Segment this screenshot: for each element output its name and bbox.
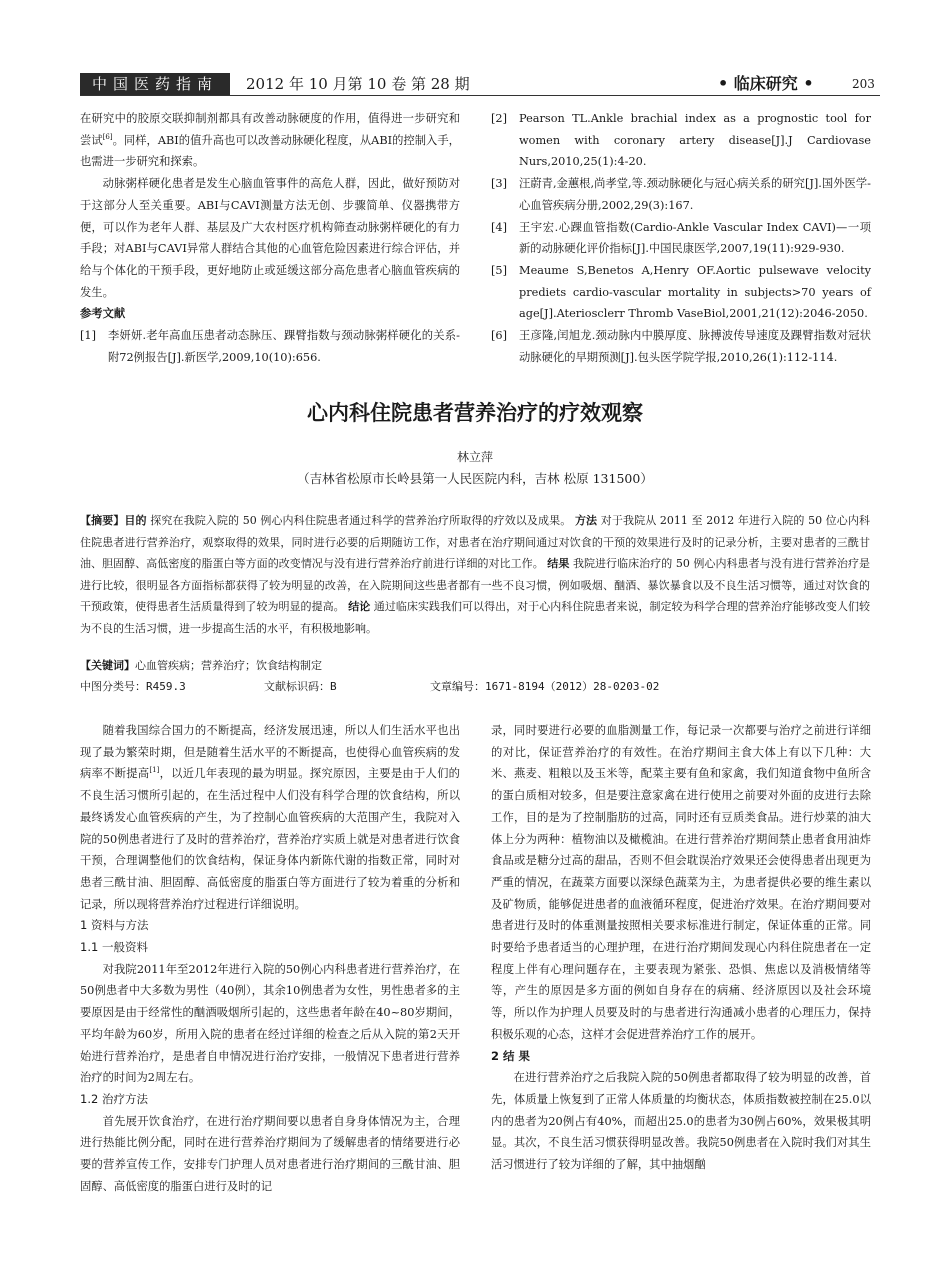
prev-article-left (80, 108, 460, 368)
header-rule (80, 95, 880, 96)
body-right-column (491, 720, 871, 1176)
article-title: 心内科住院患者营养治疗的疗效观察 (307, 401, 643, 425)
prev-article-references (491, 108, 871, 368)
section-heading: 1 资料与方法 (80, 918, 149, 933)
paragraph: 录，同时要进行必要的血脂测量工作，每记录一次都要与治疗之前进行详细的对比，保证营养治疗的有效性。在治疗期间主食大体上有以下几种：大米、燕麦、粗粮以及玉米等，配菜主要有鱼和家禽，我们知道食物中鱼所含的蛋白质相对较多，但是要注意家禽在进行使用之前要对外面的皮进行去除工作，目的是为了控制脂肪的过高，同时还有豆质类食品。进行炒菜的油大体上分为两种：植物油以及橄榄油。在进行营养治疗期间禁止患者食用油炸食品或是糖分过高的甜品，否则不但会耽误治疗效果还会使得患者出现更为严重的情况，在蔬菜方面要以深绿色蔬菜为主，为患者提供必要的维生素以及矿物质，能够促进患者的血液循环程度，促进治疗效果。在治疗期间要对患者进行及时的体重测量按照相关要求标准进行制定，保证体重的正常。同时要给予患者适当的心理护理，在进行治疗期间发现心内科住院患者在一定程度上伴有心理问题存在，主要表现为紧张、恐惧、焦虑以及消极情绪等等，产生的原因是多方面的例如自身存在的病痛、经济原因以及社会环境等，所以作为护理人员要及时的与患者进行沟通减小患者的心理压力，保持积极乐观的心态，这样才会促进营养治疗工作的展开。 (491, 724, 871, 1041)
reference-item: [6] 王彦隆,闰旭龙.颈动脉内中膜厚度、脉搏波传导速度及踝臂指数对冠状动脉硬化的早期预测[J].包头医学院学报,2010,26(1):112-114. (491, 329, 871, 364)
reference-item: [1] 李妍妍.老年高血压患者动态脉压、踝臂指数与颈动脉粥样硬化的关系-附72例报告[J].新医学,2009,10(10):656. (80, 329, 460, 364)
article-number: 文章编号：1671-8194（2012）28-0203-02 (430, 680, 660, 693)
paragraph: 动脉粥样硬化患者是发生心脑血管事件的高危人群，因此，做好预防对于这部分人至关重要。ABI与CAVI测量方法无创、步骤简单、仪器携带方便，可以作为老年人群、基层及广大农村医疗机构筛查动脉粥样硬化的有力手段；对ABI与CAVI异常人群结合其他的心血管危险因素进行综合评估，并给与个体化的干预手段，更好地防止或延缓这部分高危患者心脑血管疾病的发生。 (80, 177, 460, 299)
paragraph: 在进行营养治疗之后我院入院的50例患者都取得了较为明显的改善，首先，体质量上恢复到了正常人体质量的均衡状态，体质指数被控制在25.0以内的患者为20例占有40%，而超出25.0的患者为30例占60%，效果极其明显。其次，不良生活习惯获得明显改善。我院50例患者在入院时我们对其生活习惯进行了较为详细的了解，其中抽烟酗 (491, 1071, 871, 1172)
keywords: 【关键词】心血管疾病；营养治疗；饮食结构制定 (80, 659, 322, 672)
section-label: • 临床研究 • (718, 74, 814, 93)
paragraph: 在研究中的胶原交联抑制剂都具有改善动脉硬度的作用，值得进一步研究和尝试[6]。同样，ABI的值升高也可以改善动脉硬化程度，从ABI的控制入手，也需进一步研究和探索。 (80, 112, 460, 169)
abstract: 【摘要】目的 探究在我院入院的 50 例心内科住院患者通过科学的营养治疗所取得的疗效以及成果。 方法 对于我院从 2011 至 2012 年进行入院的 50 位心内科住院患者进行营养治疗，观察取得的效果，同时进行必要的后期随访工作，对患者在治疗期间通过对饮食的干预的效果进行及时的记录分析，主要对患者的三酰甘油、胆固醇、高低密度的脂蛋白等方面的改变情况与没有进行营养治疗前进行详细的对比工作。 结果 我院进行临床治疗的 50 例心内科患者与没有进行营养治疗是进行比较，很明显各方面指标都获得了较为明显的改善，在入院期间这些患者都有一些不良习惯，例如吸烟、酗酒、暴饮暴食以及不良生活习惯等，通过对饮食的干预政策，使得患者生活质量得到了较为明显的提高。 结论 通过临床实践我们可以得出，对于心内科住院患者来说，制定较为科学合理的营养治疗能够改变人们较为不良的生活习惯，进一步提高生活的水平，有积极地影响。 (80, 514, 871, 635)
paragraph: 首先展开饮食治疗，在进行治疗期间要以患者自身身体情况为主，合理进行热能比例分配，同时在进行营养治疗期间为了缓解患者的情绪要进行必要的营养宣传工作，安排专门护理人员对患者进行治疗期间的三酰甘油、胆固醇、高低密度的脂蛋白进行及时的记 (80, 1114, 460, 1193)
reference-item: [2] Pearson TL.Ankle brachial index as a prognostic tool for women with coronary artery disease[J].J Cardiovase Nurs,2010,25(1):4-20. (491, 112, 871, 169)
reference-item: [3] 汪蔚青,金蕙根,尚孝堂,等.颈动脉硬化与冠心病关系的研究[J].国外医学-心血管疾病分册,2002,29(3):167. (491, 177, 871, 212)
journal-name: 中国医药指南 (80, 73, 230, 95)
subsection-heading: 1.2 治疗方法 (80, 1091, 148, 1106)
issue-info: 2012 年 10 月第 10 卷 第 28 期 (246, 75, 470, 93)
reference-item: [4] 王宇宏.心踝血管指数(Cardio-Ankle Vascular Index CAVI)—一项新的动脉硬化评价指标[J].中国民康医学,2007,19(11):929-930. (491, 220, 871, 256)
paragraph: 随着我国综合国力的不断提高，经济发展迅速，所以人们生活水平也出现了最为繁荣时期，但是随着生活水平的不断提高，也使得心血管疾病的发病率不断提高[1]，以近几年表现的最为明显。探究原因，主要是由于人们的不良生活习惯所引起的，在生活过程中人们没有科学合理的饮食结构，所以最终诱发心血管疾病的产生，为了控制心血管疾病的大范围产生，我院对入院的50例患者进行了及时的营养治疗，营养治疗实质上就是对患者进行饮食干预，合理调整他们的饮食结构，保证身体内新陈代谢的指数正常，同时对患者三酰甘油、胆固醇、高低密度的脂蛋白等方面进行了较为着重的分析和记录，所以现将营养治疗过程进行详细说明。 (80, 724, 460, 911)
author: 林立萍 (456, 450, 493, 464)
references-heading: 参考文献 (80, 307, 126, 321)
body-left-column (80, 720, 460, 1197)
clc-number: 中图分类号：R459.3 (80, 680, 186, 693)
section-heading: 2 结 果 (491, 1048, 531, 1063)
document-code: 文献标识码：B (264, 680, 337, 693)
reference-item: [5] Meaume S,Benetos A,Henry OF.Aortic pulsewave velocity prediets cardio-vascular mortality in subjects>70 years of age[J].Ateriosclerr Thromb VaseBiol,2001,21(12):2046-2050. (491, 263, 871, 321)
paragraph: 对我院2011年至2012年进行入院的50例心内科患者进行营养治疗，在50例患者中大多数为男性（40例），其余10例患者为女性，男性患者多的主要原因是由于经常性的酗酒吸烟所引起的，这些患者年龄在40~80岁期间，平均年龄为60岁，所用入院的患者在经过详细的检查之后从入院的第2天开始进行营养治疗，是患者自申情况进行治疗安排，一般情况下患者进行营养治疗的时间为2周左右。 (80, 962, 460, 1085)
affiliation: （吉林省松原市长岭县第一人民医院内科，吉林 松原 131500） (297, 471, 653, 486)
subsection-heading: 1.1 一般资料 (80, 940, 148, 955)
page-number: 203 (852, 77, 875, 91)
